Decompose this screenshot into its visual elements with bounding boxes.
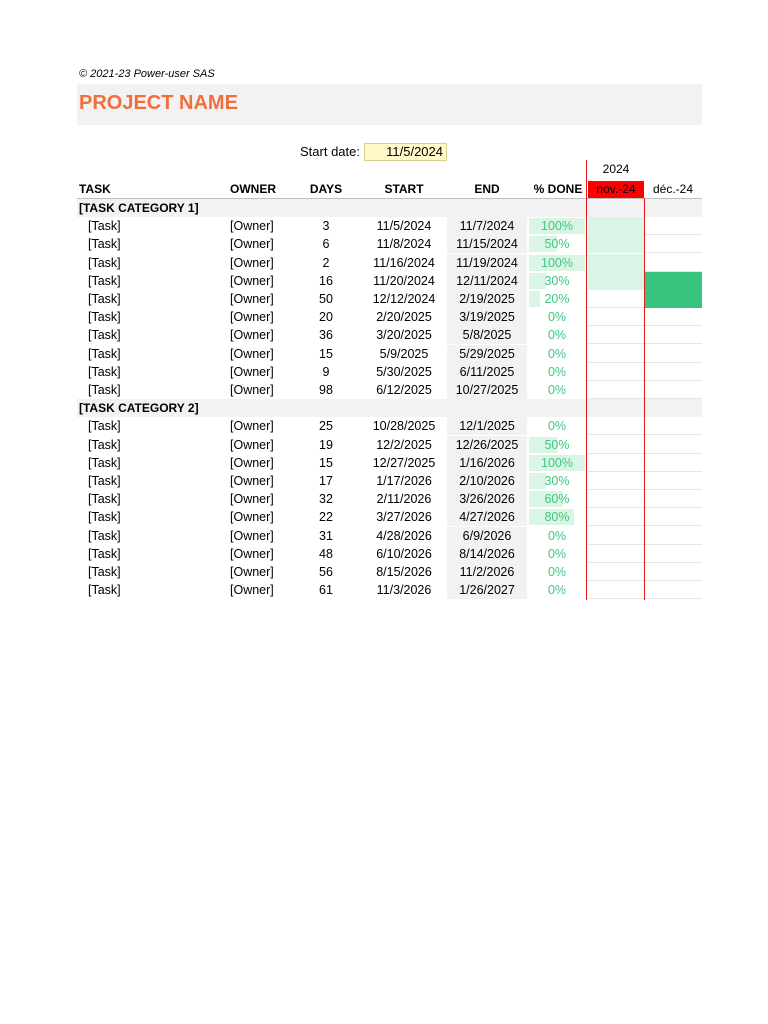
task-days[interactable]: 31 bbox=[319, 528, 333, 543]
col-header-done: % DONE bbox=[533, 182, 583, 196]
percent-done-text: 0% bbox=[547, 346, 567, 361]
task-start[interactable]: 10/28/2025 bbox=[372, 419, 436, 434]
timeline-cell[interactable] bbox=[588, 363, 645, 381]
task-end[interactable]: 11/7/2024 bbox=[447, 217, 527, 235]
task-row[interactable] bbox=[77, 490, 702, 508]
task-owner[interactable]: [Owner] bbox=[230, 328, 274, 343]
timeline-cell[interactable] bbox=[588, 545, 645, 563]
task-percent-done[interactable] bbox=[529, 472, 585, 490]
task-row[interactable] bbox=[77, 472, 702, 490]
task-row[interactable] bbox=[77, 436, 702, 454]
start-date-input[interactable]: 11/5/2024 bbox=[364, 143, 447, 161]
task-name[interactable]: [Task] bbox=[88, 364, 121, 379]
timeline-cell[interactable] bbox=[645, 235, 702, 253]
task-name[interactable]: [Task] bbox=[88, 565, 121, 579]
timeline-cell[interactable] bbox=[645, 508, 702, 526]
timeline-cell[interactable] bbox=[588, 472, 645, 490]
task-days[interactable]: 32 bbox=[319, 492, 333, 507]
task-end[interactable]: 10/27/2025 bbox=[447, 381, 527, 399]
task-owner[interactable]: [Owner] bbox=[230, 455, 274, 470]
task-days[interactable]: 19 bbox=[319, 437, 333, 452]
task-days[interactable]: 16 bbox=[319, 273, 333, 288]
category-label: [TASK CATEGORY 1] bbox=[79, 201, 199, 215]
percent-done-text: 60% bbox=[544, 492, 570, 507]
gantt-bar[interactable] bbox=[588, 254, 645, 272]
task-start[interactable]: 5/9/2025 bbox=[379, 346, 429, 361]
task-owner[interactable]: [Owner] bbox=[230, 273, 274, 288]
task-name[interactable]: [Task] bbox=[88, 528, 121, 543]
task-start[interactable]: 4/28/2026 bbox=[376, 528, 432, 543]
percent-done-text: 0% bbox=[547, 546, 567, 561]
task-start[interactable]: 6/10/2026 bbox=[376, 546, 432, 561]
month-divider-line bbox=[644, 198, 645, 600]
task-start[interactable]: 12/27/2025 bbox=[372, 455, 436, 470]
task-name[interactable]: [Task] bbox=[88, 437, 121, 452]
task-days[interactable]: 56 bbox=[319, 565, 333, 579]
task-percent-done[interactable] bbox=[529, 381, 585, 399]
timeline-cell[interactable] bbox=[645, 436, 702, 454]
timeline-cell[interactable] bbox=[588, 290, 645, 308]
task-days[interactable]: 9 bbox=[322, 364, 330, 379]
percent-done-text: 0% bbox=[547, 565, 567, 579]
task-owner[interactable]: [Owner] bbox=[230, 583, 274, 598]
timeline-cell[interactable] bbox=[645, 454, 702, 472]
col-header-task: TASK bbox=[79, 182, 111, 196]
timeline-cell[interactable] bbox=[645, 254, 702, 272]
percent-done-text: 0% bbox=[547, 328, 567, 343]
task-owner[interactable]: [Owner] bbox=[230, 546, 274, 561]
task-row[interactable] bbox=[77, 217, 702, 235]
timeline-cell[interactable] bbox=[645, 417, 702, 435]
task-start[interactable]: 3/20/2025 bbox=[376, 328, 432, 343]
task-row[interactable] bbox=[77, 545, 702, 563]
task-end[interactable]: 4/27/2026 bbox=[447, 508, 527, 526]
task-owner[interactable]: [Owner] bbox=[230, 383, 274, 397]
task-percent-done[interactable] bbox=[529, 235, 585, 253]
task-start[interactable]: 11/20/2024 bbox=[373, 273, 435, 288]
task-name[interactable]: [Task] bbox=[88, 419, 121, 434]
col-header-days: DAYS bbox=[309, 182, 343, 196]
gantt-bar[interactable] bbox=[588, 272, 645, 290]
percent-done-text: 100% bbox=[541, 255, 573, 270]
gantt-bar[interactable] bbox=[588, 217, 645, 235]
col-header-start: START bbox=[384, 182, 424, 196]
task-owner[interactable]: [Owner] bbox=[230, 346, 274, 361]
percent-done-text: 0% bbox=[547, 583, 567, 598]
task-row[interactable] bbox=[77, 454, 702, 472]
task-name[interactable]: [Task] bbox=[88, 237, 121, 252]
task-start[interactable]: 11/5/2024 bbox=[376, 219, 432, 234]
task-row[interactable] bbox=[77, 235, 702, 253]
task-start[interactable]: 11/8/2024 bbox=[376, 237, 432, 252]
task-end[interactable]: 3/26/2026 bbox=[447, 490, 527, 508]
task-end[interactable]: 1/26/2027 bbox=[447, 581, 527, 599]
timeline-cell[interactable] bbox=[588, 563, 645, 581]
task-days[interactable]: 6 bbox=[322, 237, 330, 252]
task-owner[interactable]: [Owner] bbox=[230, 419, 274, 434]
timeline-cell[interactable] bbox=[645, 545, 702, 563]
task-days[interactable]: 50 bbox=[319, 292, 333, 306]
category-row[interactable] bbox=[77, 199, 702, 217]
copyright-note: © 2021-23 Power-user SAS bbox=[79, 68, 215, 80]
task-days[interactable]: 15 bbox=[319, 346, 333, 361]
task-row[interactable] bbox=[77, 581, 702, 599]
task-start[interactable]: 12/12/2024 bbox=[372, 292, 436, 306]
percent-done-text: 50% bbox=[544, 237, 570, 252]
task-percent-done[interactable] bbox=[529, 345, 585, 363]
task-row[interactable] bbox=[77, 345, 702, 363]
task-row[interactable] bbox=[77, 272, 702, 290]
percent-done-text: 0% bbox=[547, 383, 567, 397]
timeline-cell[interactable] bbox=[588, 345, 645, 363]
task-days[interactable]: 3 bbox=[322, 219, 330, 234]
task-end[interactable]: 11/2/2026 bbox=[447, 563, 527, 581]
task-owner[interactable]: [Owner] bbox=[230, 310, 274, 325]
percent-done-text: 30% bbox=[544, 474, 570, 488]
col-header-end: END bbox=[474, 182, 500, 196]
task-name[interactable]: [Task] bbox=[88, 492, 121, 507]
gantt-bar[interactable] bbox=[645, 272, 702, 290]
timeline-month: déc.-24 bbox=[652, 182, 694, 196]
task-percent-done[interactable] bbox=[529, 581, 585, 599]
task-row[interactable] bbox=[77, 381, 702, 399]
task-name[interactable]: [Task] bbox=[88, 219, 121, 234]
task-percent-done[interactable] bbox=[529, 527, 585, 545]
start-date-label: Start date: bbox=[300, 144, 360, 159]
timeline-cell[interactable] bbox=[588, 326, 645, 344]
task-days[interactable]: 20 bbox=[319, 310, 333, 325]
task-end[interactable]: 5/8/2025 bbox=[447, 326, 527, 344]
task-start[interactable]: 5/30/2025 bbox=[376, 364, 432, 379]
task-end[interactable]: 12/11/2024 bbox=[447, 272, 527, 290]
task-end[interactable]: 2/10/2026 bbox=[447, 472, 527, 490]
timeline-year: 2024 bbox=[602, 162, 630, 176]
percent-done-text: 80% bbox=[544, 510, 570, 525]
percent-done-text: 50% bbox=[544, 437, 570, 452]
task-start[interactable]: 3/27/2026 bbox=[376, 510, 432, 525]
timeline-month-current: nov.-24 bbox=[588, 181, 644, 198]
timeline-cell[interactable] bbox=[588, 436, 645, 454]
task-row[interactable] bbox=[77, 363, 702, 381]
timeline-cell[interactable] bbox=[645, 472, 702, 490]
task-owner[interactable]: [Owner] bbox=[230, 528, 274, 543]
task-name[interactable]: [Task] bbox=[88, 583, 121, 598]
timeline-cell[interactable] bbox=[645, 363, 702, 381]
task-days[interactable]: 15 bbox=[319, 455, 333, 470]
percent-done-text: 0% bbox=[547, 419, 567, 434]
timeline-cell[interactable] bbox=[588, 417, 645, 435]
task-percent-done[interactable] bbox=[529, 217, 585, 235]
timeline-cell[interactable] bbox=[588, 308, 645, 326]
timeline-cell[interactable] bbox=[645, 381, 702, 399]
timeline-cell[interactable] bbox=[588, 581, 645, 599]
timeline-cell[interactable] bbox=[588, 490, 645, 508]
task-end[interactable]: 5/29/2025 bbox=[447, 345, 527, 363]
task-days[interactable]: 36 bbox=[319, 328, 333, 343]
task-name[interactable]: [Task] bbox=[88, 383, 121, 397]
timeline-cell[interactable] bbox=[588, 508, 645, 526]
task-start[interactable]: 1/17/2026 bbox=[376, 474, 432, 488]
percent-done-text: 0% bbox=[547, 364, 567, 379]
task-end[interactable]: 12/26/2025 bbox=[447, 436, 527, 454]
timeline-cell[interactable] bbox=[588, 454, 645, 472]
task-owner[interactable]: [Owner] bbox=[230, 437, 274, 452]
percent-done-text: 100% bbox=[541, 219, 573, 234]
percent-done-text: 0% bbox=[547, 528, 567, 543]
task-days[interactable]: 48 bbox=[319, 546, 333, 561]
gantt-bar[interactable] bbox=[588, 235, 645, 253]
timeline-cell[interactable] bbox=[645, 581, 702, 599]
task-row[interactable] bbox=[77, 563, 702, 581]
col-header-owner: OWNER bbox=[230, 182, 276, 196]
task-end[interactable]: 1/16/2026 bbox=[447, 454, 527, 472]
task-percent-done[interactable] bbox=[529, 417, 585, 435]
task-name[interactable]: [Task] bbox=[88, 346, 121, 361]
task-start[interactable]: 12/2/2025 bbox=[376, 437, 432, 452]
task-end[interactable]: 6/9/2026 bbox=[447, 527, 527, 545]
task-percent-done[interactable] bbox=[529, 254, 585, 272]
title-band bbox=[77, 84, 702, 125]
task-percent-done[interactable] bbox=[529, 563, 585, 581]
percent-done-text: 30% bbox=[544, 273, 570, 288]
task-percent-done[interactable] bbox=[529, 436, 585, 454]
task-row[interactable] bbox=[77, 254, 702, 272]
today-marker-line bbox=[586, 160, 587, 600]
timeline-cell[interactable] bbox=[645, 308, 702, 326]
task-start[interactable]: 8/15/2026 bbox=[376, 565, 432, 579]
gantt-bar[interactable] bbox=[645, 290, 702, 308]
task-owner[interactable]: [Owner] bbox=[230, 237, 274, 252]
task-row[interactable] bbox=[77, 527, 702, 545]
task-days[interactable]: 25 bbox=[319, 419, 333, 434]
task-owner[interactable]: [Owner] bbox=[230, 510, 274, 525]
task-owner[interactable]: [Owner] bbox=[230, 492, 274, 507]
percent-done-text: 0% bbox=[547, 310, 567, 325]
percent-done-text: 20% bbox=[544, 292, 570, 306]
task-owner[interactable]: [Owner] bbox=[230, 474, 274, 488]
task-start[interactable]: 11/16/2024 bbox=[373, 255, 435, 270]
task-row[interactable] bbox=[77, 417, 702, 435]
task-owner[interactable]: [Owner] bbox=[230, 219, 274, 234]
timeline-cell[interactable] bbox=[645, 326, 702, 344]
timeline-cell[interactable] bbox=[645, 490, 702, 508]
task-name[interactable]: [Task] bbox=[88, 255, 121, 270]
task-percent-done[interactable] bbox=[529, 326, 585, 344]
task-start[interactable]: 11/3/2026 bbox=[376, 583, 432, 598]
timeline-cell[interactable] bbox=[645, 217, 702, 235]
task-owner[interactable]: [Owner] bbox=[230, 565, 274, 579]
task-name[interactable]: [Task] bbox=[88, 292, 121, 306]
task-name[interactable]: [Task] bbox=[88, 455, 121, 470]
task-row[interactable] bbox=[77, 326, 702, 344]
timeline-cell[interactable] bbox=[645, 345, 702, 363]
task-name[interactable]: [Task] bbox=[88, 310, 121, 325]
timeline-cell[interactable] bbox=[588, 527, 645, 545]
task-name[interactable]: [Task] bbox=[88, 546, 121, 561]
task-percent-done[interactable] bbox=[529, 363, 585, 381]
task-start[interactable]: 2/20/2025 bbox=[376, 310, 432, 325]
task-end[interactable]: 3/19/2025 bbox=[447, 308, 527, 326]
task-days[interactable]: 2 bbox=[322, 255, 330, 270]
task-end[interactable]: 11/19/2024 bbox=[447, 254, 527, 272]
task-percent-done[interactable] bbox=[529, 508, 585, 526]
task-name[interactable]: [Task] bbox=[88, 510, 121, 525]
task-end[interactable]: 11/15/2024 bbox=[447, 235, 527, 253]
category-row[interactable] bbox=[77, 399, 702, 417]
task-end[interactable]: 12/1/2025 bbox=[447, 417, 527, 435]
task-percent-done[interactable] bbox=[529, 454, 585, 472]
timeline-cell[interactable] bbox=[645, 527, 702, 545]
task-percent-done[interactable] bbox=[529, 290, 585, 308]
percent-done-text: 100% bbox=[541, 455, 573, 470]
task-days[interactable]: 22 bbox=[319, 510, 333, 525]
timeline-cell[interactable] bbox=[645, 563, 702, 581]
task-owner[interactable]: [Owner] bbox=[230, 292, 274, 306]
task-days[interactable]: 98 bbox=[319, 383, 333, 397]
task-percent-done[interactable] bbox=[529, 545, 585, 563]
task-percent-done[interactable] bbox=[529, 308, 585, 326]
task-row[interactable] bbox=[77, 290, 702, 308]
task-start[interactable]: 6/12/2025 bbox=[376, 383, 432, 397]
task-row[interactable] bbox=[77, 308, 702, 326]
task-percent-done[interactable] bbox=[529, 272, 585, 290]
task-end[interactable]: 8/14/2026 bbox=[447, 545, 527, 563]
task-start[interactable]: 2/11/2026 bbox=[376, 492, 432, 507]
task-name[interactable]: [Task] bbox=[88, 328, 121, 343]
task-days[interactable]: 17 bbox=[319, 474, 333, 488]
task-row[interactable] bbox=[77, 508, 702, 526]
task-name[interactable]: [Task] bbox=[88, 474, 121, 488]
category-label: [TASK CATEGORY 2] bbox=[79, 401, 199, 416]
task-end[interactable]: 6/11/2025 bbox=[447, 363, 527, 381]
task-end[interactable]: 2/19/2025 bbox=[447, 290, 527, 308]
timeline-cell[interactable] bbox=[588, 381, 645, 399]
task-percent-done[interactable] bbox=[529, 490, 585, 508]
task-days[interactable]: 61 bbox=[319, 583, 333, 598]
task-owner[interactable]: [Owner] bbox=[230, 364, 274, 379]
task-name[interactable]: [Task] bbox=[88, 273, 121, 288]
task-owner[interactable]: [Owner] bbox=[230, 255, 274, 270]
project-name[interactable]: PROJECT NAME bbox=[79, 92, 238, 114]
